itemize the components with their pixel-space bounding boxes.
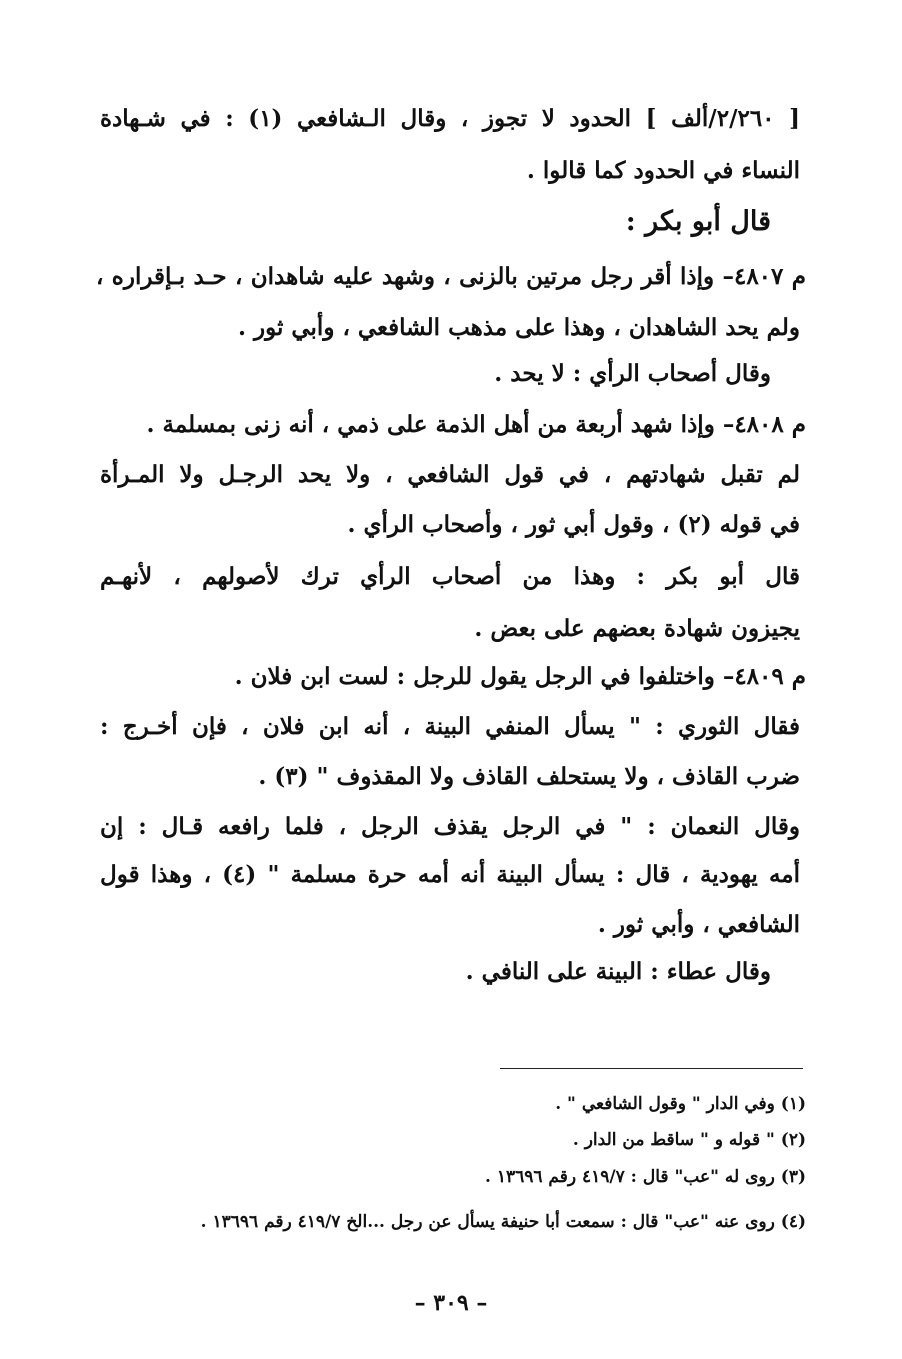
body-line: لم تقبل شهادتهم ، في قول الشافعي ، ولا يحد الرجـل ولا المـرأة [100, 461, 800, 488]
body-line: م ٤٨٠٩– واختلفوا في الرجل يقول للرجل : لست ابن فلان . [234, 663, 806, 690]
body-line: الشافعي ، وأبي ثور . [597, 911, 800, 938]
body-line: م ٤٨٠٧– وإذا أقر رجل مرتين بالزنى ، وشهد عليه شاهدان ، حـد بـإقراره ، [96, 263, 807, 290]
body-line: وقال النعمان : " في الرجل يقذف الرجل ، فلما رافعه قـال : إن [100, 813, 800, 840]
body-line: فقال الثوري : " يسأل المنفي البينة ، أنه ابن فلان ، فإن أخـرج : [100, 713, 800, 740]
footnote: (٢) " قوله و " ساقط من الدار . [572, 1130, 806, 1150]
body-line: ولم يحد الشاهدان ، وهذا على مذهب الشافعي ، وأبي ثور . [237, 314, 800, 341]
body-line: م ٤٨٠٨– وإذا شهد أربعة من أهل الذمة على ذمي ، أنه زنى بمسلمة . [146, 411, 806, 438]
footnote: (٤) روى عنه "عب" قال : سمعت أبا حنيفة يسأل عن رجل ...الخ ٤١٩/٧ رقم ١٣٦٩٦ . [200, 1212, 806, 1232]
body-line: ضرب القاذف ، ولا يستحلف القاذف ولا المقذوف " (٣) . [258, 763, 800, 790]
section-heading: قال أبو بكر : [625, 206, 771, 237]
body-line: النساء في الحدود كما قالوا . [526, 157, 800, 184]
body-line: وقال أصحاب الرأي : لا يحد . [494, 360, 771, 387]
body-line: قال أبو بكر : وهذا من أصحاب الرأي ترك لأصولهم ، لأنهـم [100, 563, 800, 590]
body-line: [ ٢/٢٦٠/ألف ] الحدود لا تجوز ، وقال الـشافعي (١) : في شـهادة [100, 105, 801, 132]
body-line: أمه يهودية ، قال : يسأل البينة أنه أمه حرة مسلمة " (٤) ، وهذا قول [100, 861, 800, 888]
page-number: – ٣٠٩ – [414, 1290, 488, 1316]
body-line: وقال عطاء : البينة على النافي . [465, 958, 771, 985]
footnote-separator [500, 1068, 803, 1069]
body-line: في قوله (٢) ، وقول أبي ثور ، وأصحاب الرأي . [347, 511, 800, 538]
footnote: (٣) روى له "عب" قال : ٤١٩/٧ رقم ١٣٦٩٦ . [485, 1167, 806, 1187]
footnote: (١) وفي الدار " وقول الشافعي " . [555, 1094, 806, 1114]
body-line: يجيزون شهادة بعضهم على بعض . [474, 615, 800, 642]
